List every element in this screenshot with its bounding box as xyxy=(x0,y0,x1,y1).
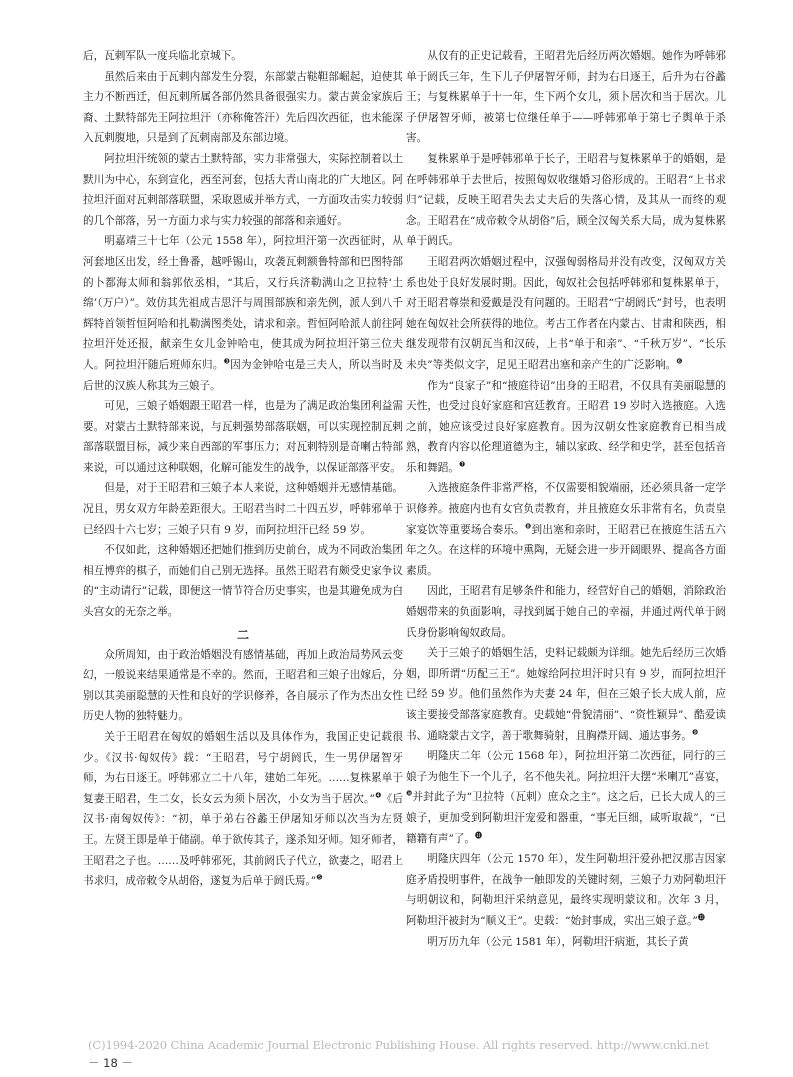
footnote-marker: ❻ xyxy=(676,357,683,366)
paragraph xyxy=(406,478,726,581)
text-run: 作为“良家子”和“掖庭待诏”出身的王昭君，不仅具有美丽聪慧的天性，也受过良好家庭和宫廷教育。王昭君 19 岁时入选掖庭。入选之前，她应该受过良好家庭教育。因为汉朝女性家庭教育已相当成熟，教育内容以伦理道德为主，辅以家政、经学和史学，甚至包括音乐和舞蹈。 xyxy=(406,379,726,474)
page-number: － 18 － xyxy=(88,1056,133,1070)
text-run: 明嘉靖三十七年（公元 1558 年），阿拉坦汗第一次西征时，从河套地区出发，经土鲁番，越呼锡山，攻袭瓦剌额鲁特部和巴图特部的卜都海太师和翁郭依丞相，“其后，又行兵济勒满山之卫拉特‘土绵’（万户）”。效仿其先祖成吉思汗与周围部族和亲先例，派人到八千辉特首领哲恒阿哈和扎勒满图类处，请求和亲。哲恒阿哈派人前往阿拉坦汗处还报，献亲生女儿金钟哈屯，使其成为阿拉坦汗第三位夫人。阿拉坦汗随后班师东归。 xyxy=(83,235,403,371)
footnote-marker: ❾ xyxy=(692,728,699,737)
text-run: 《后汉书·南匈奴传》：“初，单于弟右谷蠡王伊屠知牙师以次当为左贤王。左贤王即是单于储副。单于欲传其子，遂杀知牙师。知牙师者，王昭君之子也。……及呼韩邪死，其前阏氏子代立，欲妻之，昭君上书求归，成帝敕令从胡俗，遂复为后单于阏氏焉。” xyxy=(83,792,403,888)
paragraph: 可见，三娘子婚姻跟王昭君一样，也是为了满足政治集团利益需要。对蒙古土默特部来说，与瓦剌强势部落联姻，可以实现控制瓦剌部落联盟目标，减少来自西部的军事压力；对瓦剌特别是奇喇古特部来说，可以通过这种联姻，化解可能发生的战争，以保证部落平安。 xyxy=(83,400,403,474)
left-column xyxy=(83,46,403,892)
right-column xyxy=(406,46,726,952)
paragraph xyxy=(406,643,726,746)
text-run: 王昭君两次婚姻过程中，汉强匈弱格局并没有改变，汉匈双方关系也处于良好发展时期。因此，匈奴社会包括呼韩邪和复株累单于，对王昭君尊崇和爱戴是没有问题的。王昭君“宁胡阏氏”封号，也表明她在匈奴社会所获得的地位。考古工作者在内蒙古、甘肃和陕西，相继发现带有汉朝瓦当和汉砖，上书“单于和亲”、“千秋万岁”、“长乐未央”等类似文字，足见王昭君出塞和亲产生的广泛影响。 xyxy=(406,255,726,371)
copyright-notice: (C)1994-2020 China Academic Journal Electronic Publishing House. All rights reserved. http://www.cnki.net xyxy=(88,1038,710,1052)
paragraph xyxy=(83,231,403,396)
paragraph xyxy=(83,727,403,892)
text-run: 明隆庆二年（公元 1568 年），阿拉坦汗第二次西征，同行的三娘子为他生下一个儿子，名不他失礼。阿拉坦汗大摆“米喇兀”喜宴， xyxy=(406,750,726,783)
footnote-marker: ❼ xyxy=(458,460,466,469)
text-run: 关于王昭君在匈奴的婚姻生活以及具体作为，我国正史记载很少。《汉书·匈奴传》载：“王昭君，号宁胡阏氏，生一男伊屠智牙师，为右日逐王。呼韩邪立二十八年，建始二年死。……复株累单于复妻王昭君，生二女，长女云为须卜居次，小女为当于居次。” xyxy=(83,731,403,805)
section-heading: 二 xyxy=(236,627,249,642)
paragraph: 后，瓦剌军队一度兵临北京城下。 xyxy=(83,50,242,62)
paragraph: 虽然后来由于瓦剌内部发生分裂，东部蒙古鞑靼部崛起，迫使其主力不断西迁，但瓦剌所属各部仍然具备很强实力。蒙古黄金家族后裔、土默特部先王阿拉坦汗（亦称俺答汗）先后四次西征，也未能深入瓦剌腹地，只是到了瓦剌南部及东部边境。 xyxy=(83,70,403,145)
text-run: 明隆庆四年（公元 1570 年），发生阿勒坦汗爱孙把汉那吉因家庭矛盾投明事件，在战争一触即发的关键时刻，三娘子力劝阿勒坦汗与明朝议和，阿勒坦汗采纳意见，最终实现明蒙议和。次年 3 月，阿勒坦汗被封为“顺义王”。史载：“始封事成，实出三娘子意。” xyxy=(406,853,726,927)
paragraph xyxy=(406,746,726,849)
paragraph: 不仅如此，这种婚姻还把她们推到历史前台，成为不同政治集团相互博弈的棋子，而她们自己别无选择。虽然王昭君有颇受史家争议的“主动请行”记载，即便这一情节符合历史事实，也是其避免成为白头宫女的无奈之举。 xyxy=(83,544,403,619)
paragraph: 明万历九年（公元 1581 年），阿勒坦汗病逝，其长子黄 xyxy=(427,935,689,948)
text-run: 关于三娘子的婚姻生活，史料记载颇为详细。她先后经历三次婚姻，即所谓“历配三王”。她嫁给阿拉坦汗时只有 9 岁，而阿拉坦汗已经 59 岁。他们虽然作为夫妻 24 年，但在三娘子长大成人前，应该主要接受部落家庭教育。史载她“骨貌清丽”、“资性颖异”、酷爱读书、通晓蒙古文字，善于歌舞骑射，且胸襟开阔、通达事务。 xyxy=(406,647,726,742)
paragraph xyxy=(406,252,726,376)
paragraph: 从仅有的正史记载看，王昭君先后经历两次婚姻。她作为呼韩邪单于阏氏三年，生下儿子伊屠智牙师，封为右日逐王，后升为右谷蠡王；与复株累单于十一年，生下两个女儿，须卜居次和当于居次。儿子伊屠智牙师，被第七位继任单于——呼韩邪单于第七子舆单于杀害。 xyxy=(406,50,726,145)
paragraph xyxy=(406,849,726,931)
footnote-marker: ❿ xyxy=(406,789,413,798)
paragraph: 阿拉坦汗统领的蒙古土默特部，实力非常强大，实际控制着以土默川为中心，东到宣化，西至河套，包括大青山南北的广大地区。阿拉坦汗面对瓦剌部落联盟，采取恩威并举方式，一方面攻击实力较弱的几个部落，另一方面力求与实力较强的部落和亲通好。 xyxy=(83,152,403,227)
footnote-marker: ❽ xyxy=(525,522,532,531)
text-run: 并封此子为“卫拉特（瓦剌）庶众之主”。这之后，已长大成人的三娘子，更加受到阿勒坦汗宠爱和器重，“事无巨细，咸听取裁”，“已籍籍有声”了。 xyxy=(406,791,726,845)
paragraph: 复株累单于是呼韩邪单于长子，王昭君与复株累单于的婚姻，是在呼韩邪单于去世后，按照匈奴收继婚习俗形成的。王昭君“上书求归”记载，反映王昭君失去丈夫后的失落心情，及其从一而终的观念。王昭君在“成帝敕令从胡俗”后，顾全汉匈关系大局，成为复株累单于阏氏。 xyxy=(406,152,726,248)
footnote-marker: ⓬ xyxy=(697,913,705,922)
footnote-marker: ❸ xyxy=(223,357,231,366)
text-run: 入选掖庭条件非常严格，不仅需要相貌端丽，还必须具备一定学识修养。掖庭内也有女官负责教育，并且掖庭女乐非常有名，负责皇家宴饮等重要场合奏乐。 xyxy=(406,482,726,536)
text-run: 因为金钟哈屯是三夫人，所以当时及后世的汉族人称其为三娘子。 xyxy=(83,358,404,392)
footnote-marker: ⓫ xyxy=(474,831,482,840)
paragraph: 因此，王昭君有足够条件和能力，经营好自己的婚姻，消除政治婚姻带来的负面影响，寻找到属于她自己的幸福，并通过两代单于阏氏身份影响匈奴政局。 xyxy=(406,585,726,639)
paragraph: 但是，对于王昭君和三娘子本人来说，这种婚姻并无感情基础。况且，男女双方年龄差距很大。王昭君当时二十四五岁，呼韩邪单于已经四十六七岁；三娘子只有 9 岁，而阿拉坦汗已经 59 岁。 xyxy=(83,482,403,536)
text-run: 到出塞和亲时，王昭君已在掖庭生活五六年之久。在这样的环境中熏陶，无疑会进一步开阔眼界、提高各方面素质。 xyxy=(406,523,726,577)
footnote-marker: ❺ xyxy=(316,873,323,882)
footnote-marker: ❹ xyxy=(374,791,382,800)
paragraph xyxy=(406,376,726,479)
paragraph: 众所周知，由于政治婚姻没有感情基础，再加上政治局势风云变幻，一般说来结果通常是不幸的。然而，王昭君和三娘子出嫁后，分别以其美丽聪慧的天性和良好的学识修养，各自展示了作为杰出女性历史人物的独特魅力。 xyxy=(83,648,403,723)
